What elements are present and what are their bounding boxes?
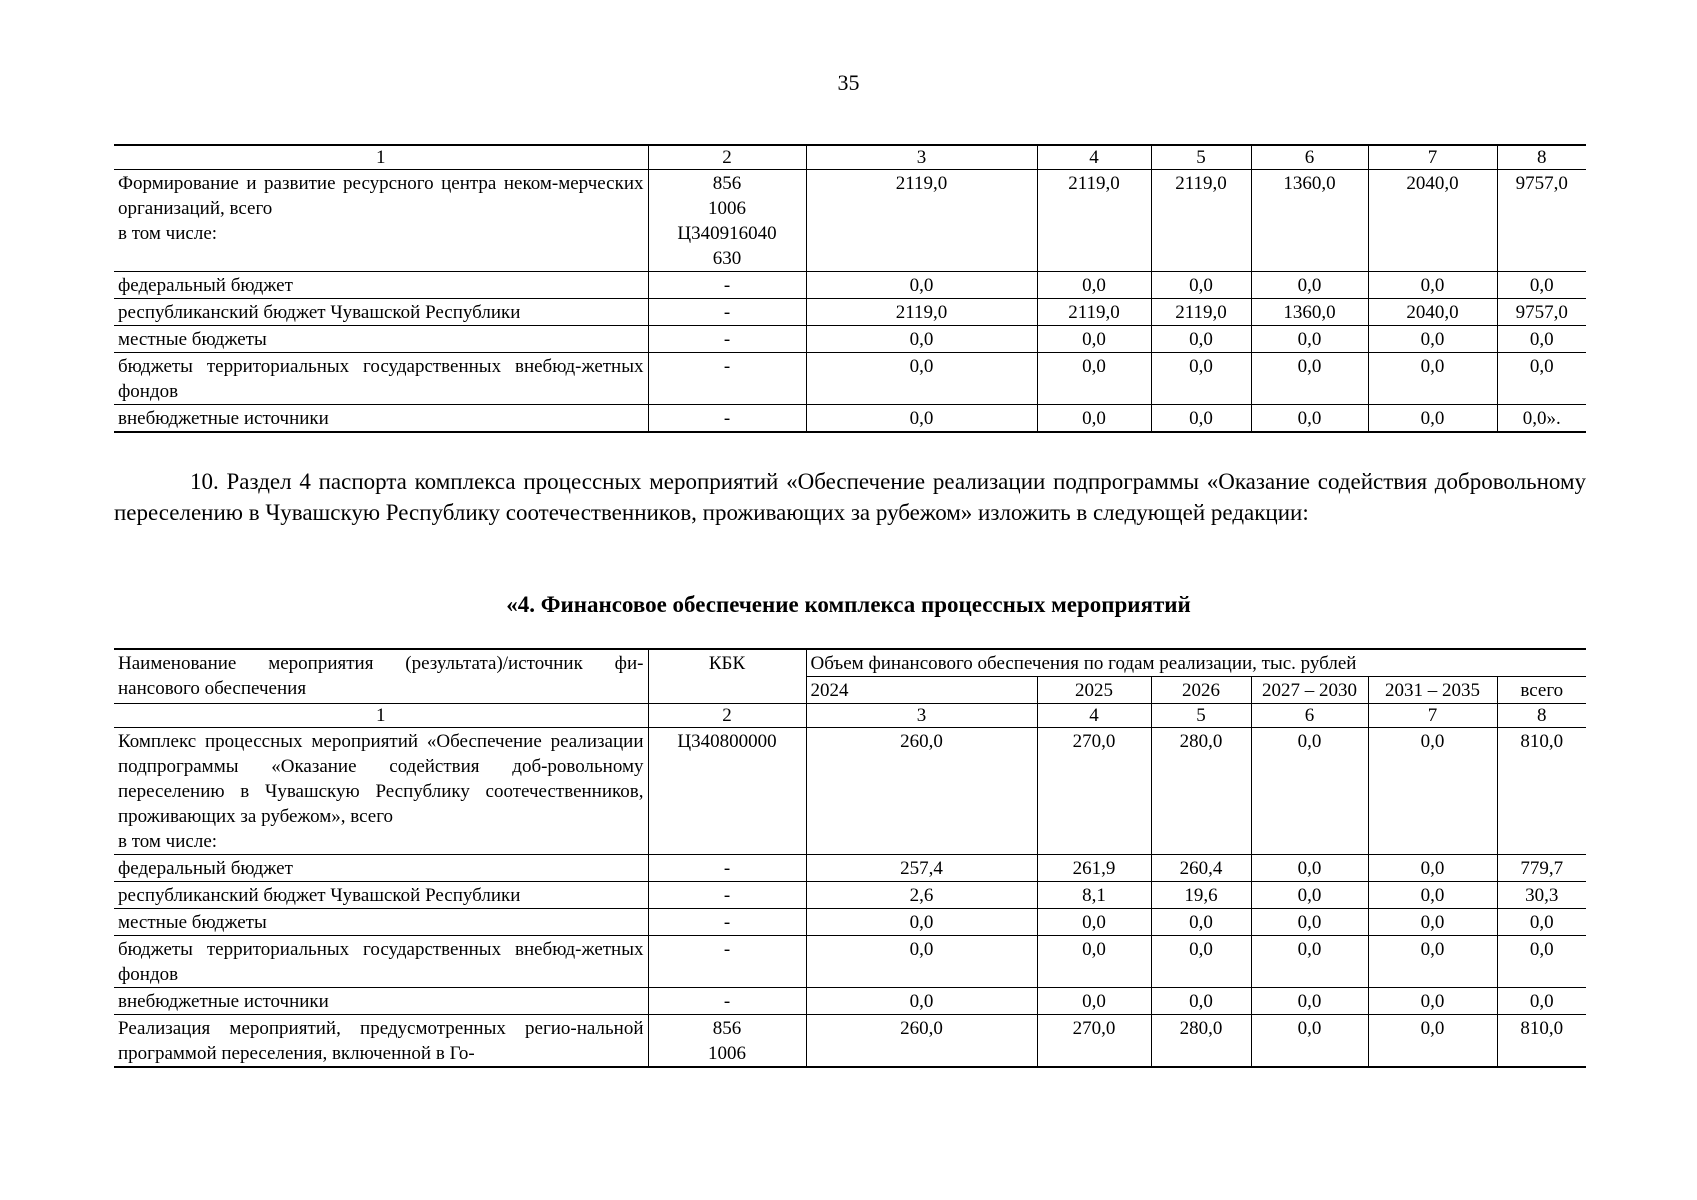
value-cell: 0,0	[1037, 405, 1151, 433]
row-name-cell: Реализация мероприятий, предусмотренных регио-нальной программой переселения, включенной в Го-	[114, 1015, 648, 1068]
value-cell: 0,0	[1368, 855, 1497, 882]
value-cell: 0,0	[1368, 326, 1497, 353]
kbk-cell: 856 1006	[648, 1015, 806, 1068]
value-cell: 0,0	[1368, 882, 1497, 909]
value-cell: 0,0	[1251, 936, 1368, 988]
value-cell: 0,0	[1151, 326, 1251, 353]
header-year-2024: 2024	[806, 677, 1037, 704]
value-cell: 2119,0	[806, 299, 1037, 326]
value-cell: 810,0	[1497, 1015, 1586, 1068]
value-cell: 0,0	[1151, 405, 1251, 433]
column-number-cell: 6	[1251, 704, 1368, 728]
table-row	[114, 882, 1586, 909]
column-number-cell: 7	[1368, 704, 1497, 728]
header-total: всего	[1497, 677, 1586, 704]
table-row	[114, 299, 1586, 326]
kbk-cell: Ц340800000	[648, 728, 806, 855]
value-cell: 270,0	[1037, 1015, 1151, 1068]
value-cell: 0,0	[1251, 353, 1368, 405]
funding-table-continuation	[114, 144, 1586, 433]
column-number-cell: 2	[648, 145, 806, 170]
kbk-cell: -	[648, 353, 806, 405]
table-row	[114, 936, 1586, 988]
row-name-cell: бюджеты территориальных государственных внебюд-жетных фондов	[114, 353, 648, 405]
value-cell: 0,0	[806, 988, 1037, 1015]
value-cell: 0,0	[1037, 936, 1151, 988]
value-cell: 0,0	[806, 353, 1037, 405]
value-cell: 1360,0	[1251, 299, 1368, 326]
value-cell: 0,0	[1497, 353, 1586, 405]
column-number-cell: 8	[1497, 145, 1586, 170]
value-cell: 2,6	[806, 882, 1037, 909]
table2-data-body	[114, 704, 1586, 1068]
row-name-cell: республиканский бюджет Чувашской Республики	[114, 299, 648, 326]
value-cell: 2119,0	[1151, 170, 1251, 272]
value-cell: 0,0	[1037, 353, 1151, 405]
kbk-cell: -	[648, 909, 806, 936]
value-cell: 0,0	[1368, 909, 1497, 936]
table-row	[114, 1015, 1586, 1068]
value-cell: 779,7	[1497, 855, 1586, 882]
row-name-cell: местные бюджеты	[114, 909, 648, 936]
value-cell: 0,0	[1251, 909, 1368, 936]
value-cell: 0,0	[1037, 988, 1151, 1015]
value-cell: 2040,0	[1368, 170, 1497, 272]
value-cell: 0,0	[1037, 272, 1151, 299]
value-cell: 0,0	[806, 936, 1037, 988]
value-cell: 0,0	[806, 326, 1037, 353]
column-number-cell: 4	[1037, 704, 1151, 728]
value-cell: 0,0».	[1497, 405, 1586, 433]
kbk-cell: -	[648, 272, 806, 299]
kbk-cell: -	[648, 936, 806, 988]
value-cell: 0,0	[1251, 272, 1368, 299]
value-cell: 0,0	[806, 909, 1037, 936]
value-cell: 0,0	[1151, 353, 1251, 405]
value-cell: 8,1	[1037, 882, 1151, 909]
value-cell: 0,0	[1037, 326, 1151, 353]
table-row	[114, 353, 1586, 405]
amendment-paragraph: 10. Раздел 4 паспорта комплекса процессных мероприятий «Обеспечение реализации подпрограммы «Оказание содействия добровольному переселению в Чувашскую Республику соотечественников, проживающих за рубежом» изложить в следующей редакции:	[114, 469, 1586, 525]
value-cell: 0,0	[1151, 988, 1251, 1015]
table-row	[114, 909, 1586, 936]
header-volume-cell: Объем финансового обеспечения по годам реализации, тыс. рублей	[806, 649, 1586, 677]
column-number-row	[114, 145, 1586, 170]
kbk-cell: -	[648, 405, 806, 433]
value-cell: 0,0	[1037, 909, 1151, 936]
value-cell: 2119,0	[1037, 299, 1151, 326]
column-number-cell: 7	[1368, 145, 1497, 170]
column-number-cell: 3	[806, 704, 1037, 728]
value-cell: 19,6	[1151, 882, 1251, 909]
header-year-2027-2030: 2027 – 2030	[1251, 677, 1368, 704]
value-cell: 261,9	[1037, 855, 1151, 882]
value-cell: 257,4	[806, 855, 1037, 882]
row-name-cell: Комплекс процессных мероприятий «Обеспечение реализации подпрограммы «Оказание содействия доб-ровольному переселению в Чувашскую Республику соотечественников, проживающих за рубежом», всего в том числе:	[114, 728, 648, 855]
row-name-cell: Формирование и развитие ресурсного центра неком-мерческих организаций, всего в том числе:	[114, 170, 648, 272]
value-cell: 0,0	[1251, 882, 1368, 909]
value-cell: 0,0	[1368, 353, 1497, 405]
table2-header-row-1	[114, 649, 1586, 677]
value-cell: 0,0	[1151, 936, 1251, 988]
value-cell: 0,0	[1251, 855, 1368, 882]
value-cell: 0,0	[1151, 909, 1251, 936]
column-number-cell: 8	[1497, 704, 1586, 728]
value-cell: 0,0	[1368, 405, 1497, 433]
table-row	[114, 326, 1586, 353]
page-number: 35	[837, 70, 860, 95]
value-cell: 0,0	[806, 272, 1037, 299]
value-cell: 0,0	[1497, 272, 1586, 299]
table-row	[114, 405, 1586, 433]
value-cell: 0,0	[1368, 272, 1497, 299]
value-cell: 0,0	[1151, 272, 1251, 299]
value-cell: 0,0	[1368, 1015, 1497, 1068]
row-name-cell: федеральный бюджет	[114, 272, 648, 299]
header-year-2026: 2026	[1151, 677, 1251, 704]
column-number-cell: 6	[1251, 145, 1368, 170]
header-kbk-cell: КБК	[648, 649, 806, 704]
value-cell: 280,0	[1151, 1015, 1251, 1068]
table-row	[114, 988, 1586, 1015]
value-cell: 1360,0	[1251, 170, 1368, 272]
column-number-cell: 5	[1151, 704, 1251, 728]
kbk-cell: -	[648, 882, 806, 909]
value-cell: 0,0	[1497, 936, 1586, 988]
value-cell: 0,0	[1368, 936, 1497, 988]
value-cell: 30,3	[1497, 882, 1586, 909]
header-year-2025: 2025	[1037, 677, 1151, 704]
value-cell: 0,0	[1251, 405, 1368, 433]
value-cell: 2119,0	[1151, 299, 1251, 326]
row-name-cell: местные бюджеты	[114, 326, 648, 353]
value-cell: 2119,0	[806, 170, 1037, 272]
kbk-cell: -	[648, 855, 806, 882]
row-name-cell: федеральный бюджет	[114, 855, 648, 882]
table2-body	[114, 649, 1586, 704]
section-title: «4. Финансовое обеспечение комплекса процессных мероприятий	[506, 592, 1191, 617]
column-number-cell: 4	[1037, 145, 1151, 170]
value-cell: 9757,0	[1497, 170, 1586, 272]
financial-support-table	[114, 648, 1586, 1068]
value-cell: 2119,0	[1037, 170, 1151, 272]
column-number-cell: 3	[806, 145, 1037, 170]
table-row	[114, 855, 1586, 882]
column-number-cell: 1	[114, 145, 648, 170]
header-year-2031-2035: 2031 – 2035	[1368, 677, 1497, 704]
value-cell: 0,0	[1251, 1015, 1368, 1068]
value-cell: 260,0	[806, 1015, 1037, 1068]
table-row	[114, 272, 1586, 299]
row-name-cell: республиканский бюджет Чувашской Республики	[114, 882, 648, 909]
kbk-cell: 856 1006 Ц340916040 630	[648, 170, 806, 272]
column-number-cell: 5	[1151, 145, 1251, 170]
kbk-cell: -	[648, 299, 806, 326]
value-cell: 0,0	[1251, 988, 1368, 1015]
value-cell: 0,0	[1368, 728, 1497, 855]
kbk-cell: -	[648, 988, 806, 1015]
kbk-cell: -	[648, 326, 806, 353]
value-cell: 0,0	[1497, 988, 1586, 1015]
column-number-cell: 2	[648, 704, 806, 728]
row-name-cell: бюджеты территориальных государственных внебюд-жетных фондов	[114, 936, 648, 988]
header-name-cell: Наименование мероприятия (результата)/источник фи-нансового обеспечения	[114, 649, 648, 704]
row-name-cell: внебюджетные источники	[114, 405, 648, 433]
value-cell: 9757,0	[1497, 299, 1586, 326]
value-cell: 0,0	[1368, 988, 1497, 1015]
table-row	[114, 728, 1586, 855]
value-cell: 0,0	[1497, 909, 1586, 936]
value-cell: 0,0	[1497, 326, 1586, 353]
value-cell: 0,0	[1251, 728, 1368, 855]
value-cell: 0,0	[806, 405, 1037, 433]
row-name-cell: внебюджетные источники	[114, 988, 648, 1015]
value-cell: 260,0	[806, 728, 1037, 855]
table1-body	[114, 145, 1586, 432]
column-number-cell: 1	[114, 704, 648, 728]
value-cell: 260,4	[1151, 855, 1251, 882]
value-cell: 2040,0	[1368, 299, 1497, 326]
value-cell: 810,0	[1497, 728, 1586, 855]
value-cell: 270,0	[1037, 728, 1151, 855]
value-cell: 280,0	[1151, 728, 1251, 855]
table-row	[114, 170, 1586, 272]
column-number-row	[114, 704, 1586, 728]
value-cell: 0,0	[1251, 326, 1368, 353]
